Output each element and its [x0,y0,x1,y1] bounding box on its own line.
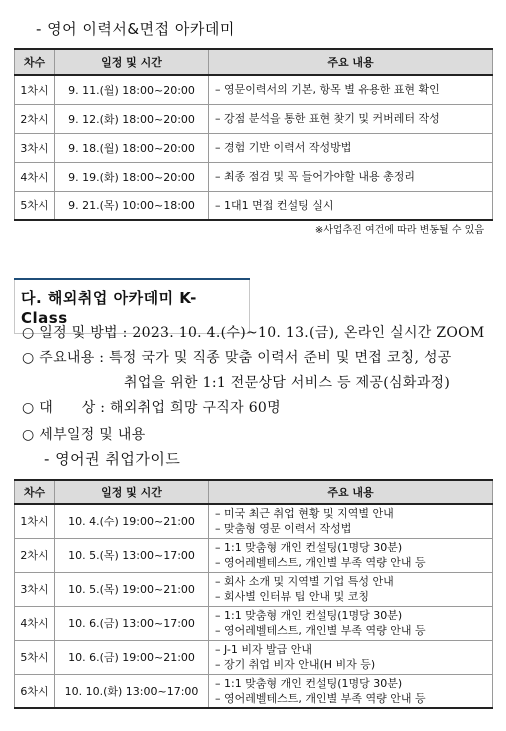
content-line: – J-1 비자 발급 안내 [215,643,313,656]
table-row [15,504,493,538]
content-cell [209,606,493,640]
content-line: – 1대1 면접 컨설팅 실시 [215,198,334,212]
session-cell: 2차시 [15,104,55,133]
table-row [15,133,493,162]
table-row [15,75,493,104]
session-cell: 2차시 [15,538,55,572]
content-line: – 영문이력서의 기본, 항목 별 유용한 표현 확인 [215,83,440,97]
main-content-line-cont: 취업을 위한 1:1 전문상담 서비스 등 제공(심화과정) [124,375,451,391]
date-time-cell: 9. 11.(월) 18:00~20:00 [55,75,209,104]
schedule-method-line: ○ 일정 및 방법 : 2023. 10. 4.(수)~10. 13.(금), 온라인 실시간 ZOOM [22,325,485,341]
date-time-cell: 10. 6.(금) 13:00~17:00 [55,606,209,640]
table-header-row [15,480,493,504]
table-row [15,104,493,133]
date-time-cell: 10. 5.(목) 19:00~21:00 [55,572,209,606]
content-line: – 1:1 맞춤형 개인 컨설팅(1명당 30분) [215,676,403,690]
session-cell: 1차시 [15,504,55,538]
table-row [15,674,493,708]
content-cell [209,674,493,708]
content-line: – 회사별 인터뷰 팁 안내 및 코칭 [215,590,369,603]
section2-subtitle: - 영어권 취업가이드 [44,450,181,468]
content-line: – 강점 분석을 통한 표현 찾기 및 커버레터 작성 [215,112,440,125]
header-date-time: 일정 및 시간 [55,480,209,504]
date-time-cell: 10. 10.(화) 13:00~17:00 [55,674,209,708]
content-line: – 회사 소개 및 지역별 기업 특성 안내 [215,575,394,588]
content-cell [209,162,493,191]
date-time-cell: 10. 5.(목) 13:00~17:00 [55,538,209,572]
session-cell: 3차시 [15,572,55,606]
main-content-line: ○ 주요내용 : 특정 국가 및 직종 맞춤 이력서 준비 및 면접 코칭, 성공 [22,350,452,366]
session-cell: 1차시 [15,75,55,104]
table-row [15,538,493,572]
content-cell [209,504,493,538]
content-line: – 맞춤형 영문 이력서 작성법 [215,522,352,536]
content-line: – 영어레벨테스트, 개인별 부족 역량 안내 등 [215,691,426,705]
date-time-cell: 9. 19.(화) 18:00~20:00 [55,162,209,191]
session-cell: 4차시 [15,606,55,640]
session-cell: 3차시 [15,133,55,162]
content-cell [209,75,493,104]
header-session: 차수 [15,49,55,75]
table-row [15,191,493,220]
table-row [15,606,493,640]
date-time-cell: 9. 21.(목) 10:00~18:00 [55,191,209,220]
session-cell: 6차시 [15,674,55,708]
content-line: – 1:1 맞춤형 개인 컨설팅(1명당 30분) [215,541,403,554]
table-row [15,162,493,191]
schedule-table-2 [14,479,493,709]
content-line: – 경험 기반 이력서 작성방법 [215,141,352,154]
header-date-time: 일정 및 시간 [55,49,209,75]
table-row [15,572,493,606]
change-notice: ※사업추진 여건에 따라 변동될 수 있음 [314,225,484,236]
date-time-cell: 9. 12.(화) 18:00~20:00 [55,104,209,133]
session-cell: 4차시 [15,162,55,191]
content-cell [209,538,493,572]
detail-schedule-line: ○ 세부일정 및 내용 [22,427,146,443]
section2-title: 다. 해외취업 아카데미 K-Class [21,289,197,327]
content-cell [209,191,493,220]
content-cell [209,572,493,606]
session-cell: 5차시 [15,191,55,220]
date-time-cell: 9. 18.(월) 18:00~20:00 [55,133,209,162]
header-session: 차수 [15,480,55,504]
target-line: ○ 대 상 : 해외취업 희망 구직자 60명 [22,400,281,416]
header-content: 주요 내용 [209,49,493,75]
header-content: 주요 내용 [209,480,493,504]
content-line: – 장기 취업 비자 안내(H 비자 등) [215,658,376,671]
content-line: – 영어레벨테스트, 개인별 부족 역량 안내 등 [215,556,426,569]
content-cell [209,133,493,162]
content-cell [209,640,493,674]
content-line: – 영어레벨테스트, 개인별 부족 역량 안내 등 [215,624,426,637]
section1-subtitle: - 영어 이력서&면접 아카데미 [36,20,235,38]
session-cell: 5차시 [15,640,55,674]
date-time-cell: 10. 6.(금) 19:00~21:00 [55,640,209,674]
date-time-cell: 10. 4.(수) 19:00~21:00 [55,504,209,538]
table-header-row [15,49,493,75]
table-row [15,640,493,674]
content-line: – 1:1 맞춤형 개인 컨설팅(1명당 30분) [215,609,403,622]
content-line: – 미국 최근 취업 현황 및 지역별 안내 [215,507,394,521]
content-cell [209,104,493,133]
content-line: – 최종 점검 및 꼭 들어가야할 내용 총정리 [215,170,415,183]
schedule-table-1 [14,48,493,221]
